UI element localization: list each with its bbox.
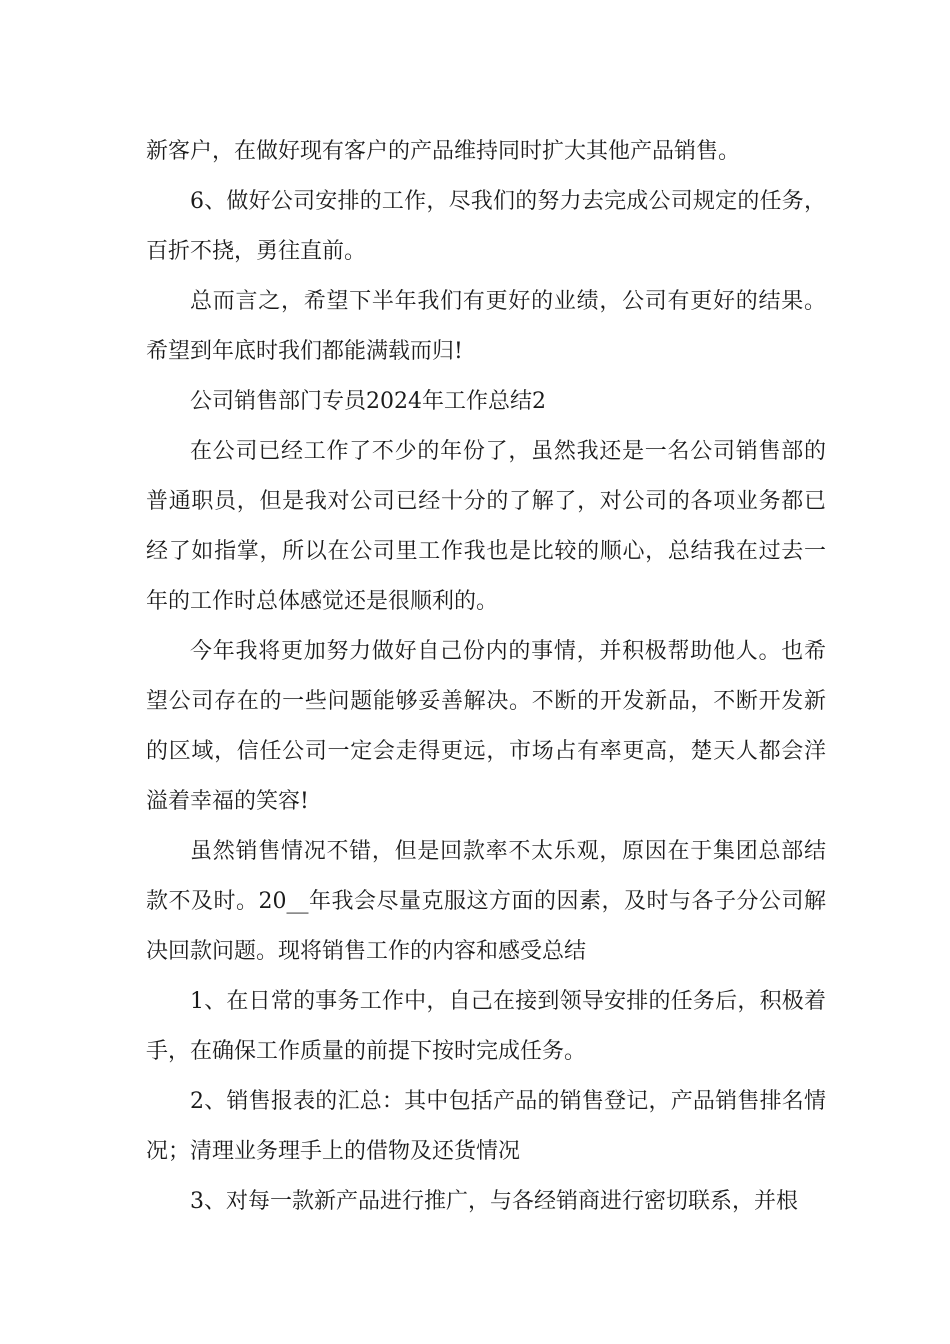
paragraph-continuation: 新客户，在做好现有客户的产品维持同时扩大其他产品销售。 [146, 139, 741, 164]
paragraph-intro: 在公司已经工作了不少的年份了，虽然我还是一名公司销售部的普通职员，但是我对公司已经十分的了解了，对公司的各项业务都已经了如指掌，所以在公司里工作我也是比较的顺心，总结我在过去一年的工作时总体感觉还是很顺利的。 [146, 439, 826, 614]
paragraph-item-6: 6、做好公司安排的工作，尽我们的努力去完成公司规定的任务，百折不挠，勇往直前。 [146, 189, 826, 264]
paragraph-plans: 今年我将更加努力做好自己份内的事情，并积极帮助他人。也希望公司存在的一些问题能够妥善解决。不断的开发新品，不断开发新的区域，信任公司一定会走得更远，市场占有率更高，楚天人都会洋溢着幸福的笑容! [146, 639, 826, 814]
paragraph-item-3: 3、对每一款新产品进行推广，与各经销商进行密切联系，并根 [190, 1189, 798, 1214]
paragraph-conclusion: 总而言之，希望下半年我们有更好的业绩，公司有更好的结果。希望到年底时我们都能满载而归! [146, 289, 826, 364]
paragraph-item-1: 1、在日常的事务工作中，自己在接到领导安排的任务后，积极着手，在确保工作质量的前提下按时完成任务。 [146, 989, 826, 1064]
document-body [146, 127, 826, 1227]
paragraph-collections: 虽然销售情况不错，但是回款率不太乐观，原因在于集团总部结款不及时。20__年我会尽量克服这方面的因素，及时与各子分公司解决回款问题。现将销售工作的内容和感受总结 [146, 839, 826, 964]
section-heading: 公司销售部门专员2024年工作总结2 [190, 389, 546, 414]
paragraph-item-2: 2、销售报表的汇总：其中包括产品的销售登记，产品销售排名情况；清理业务理手上的借物及还货情况 [146, 1089, 826, 1164]
